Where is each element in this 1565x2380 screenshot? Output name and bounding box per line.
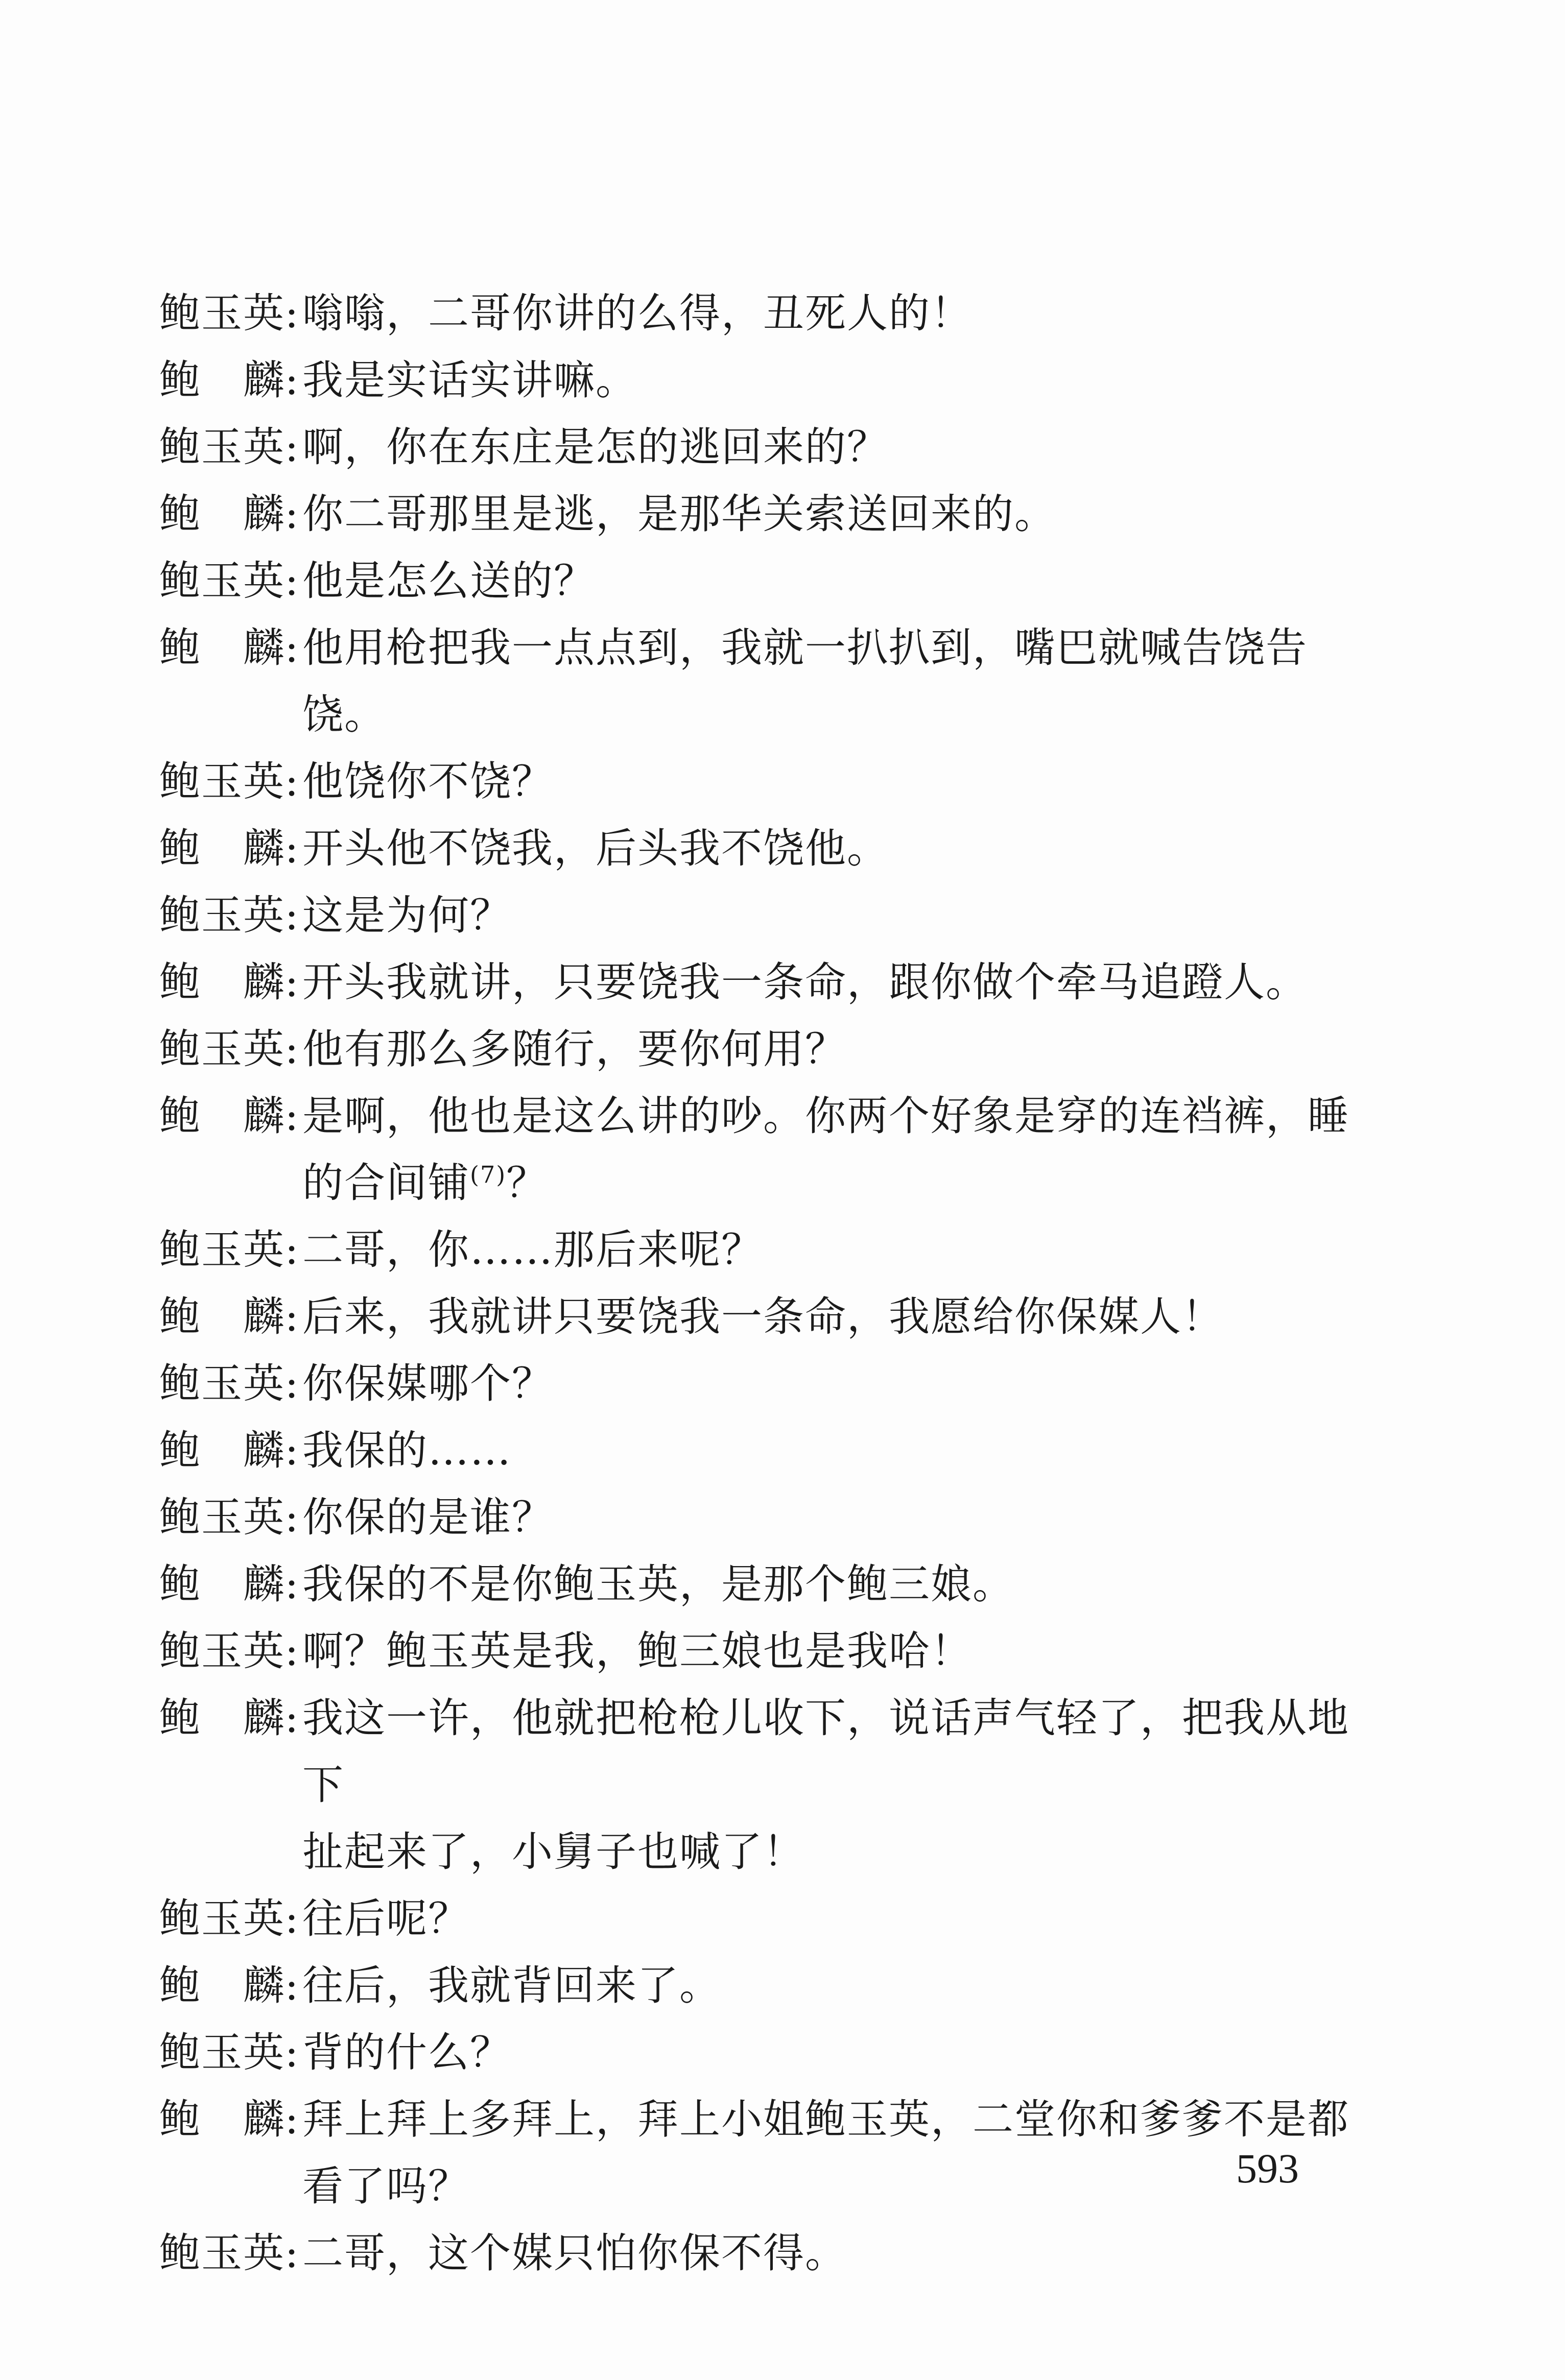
- speaker-colon: :: [284, 423, 300, 471]
- speech-fragment: 我是实话实讲嘛。: [302, 356, 637, 404]
- speaker-name: [159, 1685, 285, 1751]
- speech-text: [302, 1216, 1375, 1283]
- speaker-char: 鲍: [159, 958, 201, 1006]
- speaker-colon: :: [284, 1560, 300, 1608]
- speech-line: [302, 347, 1375, 414]
- dialogue-line: [159, 1083, 1375, 1216]
- speech-fragment: 你二哥那里是逃，是那华关索送回来的。: [302, 490, 1056, 538]
- speaker-char: 英: [243, 1627, 285, 1675]
- speech-line: [302, 1685, 1375, 1818]
- speaker-char: [201, 480, 243, 547]
- speech-fragment: 啊，你在东庄是怎的逃回来的？: [302, 423, 889, 471]
- speech-text: [302, 2086, 1375, 2220]
- dialogue-line: [159, 480, 1375, 547]
- speech-fragment: 他有那么多随行，要你何用？: [302, 1025, 847, 1073]
- speaker-char: 麟: [243, 1694, 285, 1742]
- speech-text: [302, 2220, 1375, 2287]
- speaker-colon: :: [284, 2096, 300, 2143]
- speaker-char: [201, 1685, 243, 1751]
- speech-fragment: 你保的是谁？: [302, 1494, 554, 1541]
- speech-text: [302, 1885, 1375, 1952]
- speech-fragment: 扯起来了，小舅子也喊了！: [302, 1828, 805, 1876]
- speaker-colon: :: [284, 1694, 300, 1742]
- speech-fragment: 是啊，他也是这么讲的吵。你两个好象是穿的连裆裤，睡: [302, 1092, 1349, 1140]
- speaker-name: [159, 949, 285, 1016]
- speaker-char: [201, 1551, 243, 1618]
- dialogue-line: [159, 882, 1375, 949]
- speech-line: [302, 748, 1375, 815]
- speech-text: [302, 1283, 1375, 1350]
- speaker-char: 英: [243, 1895, 285, 1942]
- dialogue-line: [159, 1885, 1375, 1952]
- speaker-char: 英: [243, 1226, 285, 1273]
- speaker-char: [201, 1417, 243, 1484]
- speech-line: [302, 1484, 1375, 1551]
- speaker-colon: :: [284, 557, 300, 605]
- speaker-colon: :: [284, 2029, 300, 2076]
- speech-text: [302, 1484, 1375, 1551]
- speaker-char: [201, 1083, 243, 1149]
- speaker-char: 鲍: [159, 1962, 201, 2009]
- speech-fragment: 二哥，这个媒只怕你保不得。: [302, 2229, 847, 2277]
- speaker-char: 鲍: [159, 490, 201, 538]
- speaker-colon: :: [284, 758, 300, 805]
- speech-line: [302, 949, 1375, 1016]
- speaker-char: 麟: [243, 1427, 285, 1474]
- speaker-char: 麟: [243, 1962, 285, 2009]
- speech-line: [302, 1885, 1375, 1952]
- speech-fragment: 看了吗？: [302, 2162, 470, 2210]
- speaker-char: 鲍: [159, 1293, 201, 1340]
- speech-line: [302, 1283, 1375, 1350]
- speaker-char: [201, 614, 243, 681]
- speaker-name: [159, 815, 285, 882]
- speaker-char: [201, 815, 243, 882]
- speaker-name: [159, 1216, 285, 1283]
- speaker-char: 鲍: [159, 1427, 201, 1474]
- dialogue-line: [159, 2019, 1375, 2086]
- speech-text: [302, 882, 1375, 949]
- speaker-colon: :: [284, 2229, 300, 2277]
- speech-text: [302, 815, 1375, 882]
- speaker-char: 鲍: [159, 423, 201, 471]
- speaker-name: [159, 1551, 285, 1618]
- speech-text: [302, 414, 1375, 480]
- dialogue-line: [159, 614, 1375, 748]
- dialogue-line: [159, 1618, 1375, 1685]
- speech-line: [302, 1216, 1375, 1283]
- speaker-colon: :: [284, 290, 300, 337]
- speech-text: [302, 949, 1375, 1016]
- speech-fragment: 开头我就讲，只要饶我一条命，跟你做个牵马追蹬人。: [302, 958, 1308, 1006]
- speaker-name: [159, 1283, 285, 1350]
- speech-text: [302, 1016, 1375, 1083]
- speaker-name: [159, 1484, 285, 1551]
- speech-text: [302, 280, 1375, 347]
- speaker-char: 鲍: [159, 557, 201, 605]
- speech-line: [302, 414, 1375, 480]
- dialogue-line: [159, 815, 1375, 882]
- dialogue-line: [159, 1216, 1375, 1283]
- speech-fragment: 二哥，你……那后来呢？: [302, 1226, 763, 1273]
- speaker-char: 麟: [243, 2096, 285, 2143]
- speech-fragment: 我保的不是你鲍玉英，是那个鲍三娘。: [302, 1560, 1014, 1608]
- speaker-char: 玉: [201, 1627, 243, 1675]
- speaker-name: [159, 547, 285, 614]
- speech-line: [302, 1083, 1375, 1149]
- speech-line: [302, 2153, 1375, 2220]
- dialogue-line: [159, 1952, 1375, 2019]
- speaker-char: 麟: [243, 356, 285, 404]
- speech-text: [302, 748, 1375, 815]
- speaker-char: 麟: [243, 825, 285, 872]
- speech-text: [302, 1350, 1375, 1417]
- speaker-colon: :: [284, 892, 300, 939]
- speech-fragment: 背的什么？: [302, 2029, 512, 2076]
- speaker-colon: :: [284, 1494, 300, 1541]
- page-number: 593: [1236, 2145, 1299, 2192]
- speaker-char: 鲍: [159, 892, 201, 939]
- dialogue-line: [159, 1350, 1375, 1417]
- speaker-char: 鲍: [159, 1494, 201, 1541]
- speech-line: [302, 547, 1375, 614]
- dialogue-line: [159, 547, 1375, 614]
- speaker-char: 玉: [201, 1226, 243, 1273]
- speaker-char: [201, 347, 243, 414]
- speech-tail: ？: [506, 1159, 549, 1207]
- dialogue-line: [159, 2220, 1375, 2287]
- speaker-char: 英: [243, 557, 285, 605]
- speech-fragment: 他用枪把我一点点到，我就一扒扒到，嘴巴就喊告饶告饶。: [302, 624, 1308, 738]
- speaker-char: 英: [243, 892, 285, 939]
- speaker-colon: :: [284, 1226, 300, 1273]
- speaker-char: 玉: [201, 758, 243, 805]
- speech-line: [302, 1551, 1375, 1618]
- speech-line: [302, 1618, 1375, 1685]
- speaker-char: 玉: [201, 423, 243, 471]
- speaker-name: [159, 1417, 285, 1484]
- speaker-char: [201, 1283, 243, 1350]
- speech-fragment: 后来，我就讲只要饶我一条命，我愿给你保媒人！: [302, 1293, 1224, 1340]
- speech-fragment: 你保媒哪个？: [302, 1360, 554, 1407]
- speech-fragment: 往后，我就背回来了。: [302, 1962, 721, 2009]
- dialogue-line: [159, 1283, 1375, 1350]
- dialogue-line: [159, 1484, 1375, 1551]
- speaker-char: 玉: [201, 1895, 243, 1942]
- speaker-char: 麟: [243, 1293, 285, 1340]
- speaker-char: [201, 2086, 243, 2153]
- speaker-char: 玉: [201, 2029, 243, 2076]
- speaker-char: 玉: [201, 2229, 243, 2277]
- speech-text: [302, 614, 1375, 748]
- speaker-name: [159, 2019, 285, 2086]
- speech-text: [302, 480, 1375, 547]
- dialogue-block: [159, 280, 1375, 2287]
- speaker-colon: :: [284, 958, 300, 1006]
- speaker-name: [159, 2220, 285, 2287]
- speaker-char: 鲍: [159, 1025, 201, 1073]
- dialogue-line: [159, 1551, 1375, 1618]
- speaker-char: 鲍: [159, 1694, 201, 1742]
- speaker-char: 英: [243, 2229, 285, 2277]
- speech-fragment: 他饶你不饶？: [302, 758, 554, 805]
- speaker-char: 鲍: [159, 2029, 201, 2076]
- speaker-colon: :: [284, 1627, 300, 1675]
- speaker-char: 英: [243, 758, 285, 805]
- speaker-char: 麟: [243, 1092, 285, 1140]
- speaker-name: [159, 347, 285, 414]
- speech-fragment: 开头他不饶我，后头我不饶他。: [302, 825, 889, 872]
- speech-text: [302, 1417, 1375, 1484]
- speaker-char: 鲍: [159, 624, 201, 671]
- speaker-colon: :: [284, 1025, 300, 1073]
- speech-text: [302, 1618, 1375, 1685]
- speech-text: [302, 1083, 1375, 1216]
- speaker-colon: :: [284, 1895, 300, 1942]
- speaker-colon: :: [284, 490, 300, 538]
- speaker-char: 鲍: [159, 1226, 201, 1273]
- speaker-colon: :: [284, 356, 300, 404]
- speaker-char: [201, 1952, 243, 2019]
- dialogue-line: [159, 748, 1375, 815]
- speaker-colon: :: [284, 1427, 300, 1474]
- speech-line: [302, 2019, 1375, 2086]
- speaker-char: 鲍: [159, 356, 201, 404]
- speaker-char: 麟: [243, 624, 285, 671]
- speaker-name: [159, 1083, 285, 1149]
- speech-line: [302, 2220, 1375, 2287]
- speaker-char: 英: [243, 1360, 285, 1407]
- speech-line: [302, 1149, 1375, 1216]
- speaker-char: 鲍: [159, 2229, 201, 2277]
- speaker-name: [159, 280, 285, 347]
- speaker-name: [159, 614, 285, 681]
- dialogue-line: [159, 949, 1375, 1016]
- speech-line: [302, 1016, 1375, 1083]
- speaker-char: 英: [243, 290, 285, 337]
- speaker-char: 玉: [201, 290, 243, 337]
- speaker-colon: :: [284, 825, 300, 872]
- speaker-char: 玉: [201, 1494, 243, 1541]
- speech-fragment: 他是怎么送的？: [302, 557, 596, 605]
- speaker-char: 鲍: [159, 290, 201, 337]
- speaker-char: 玉: [201, 892, 243, 939]
- speaker-char: 鲍: [159, 1560, 201, 1608]
- speech-text: [302, 1685, 1375, 1885]
- speaker-name: [159, 1885, 285, 1952]
- speaker-colon: :: [284, 1092, 300, 1140]
- speech-line: [302, 815, 1375, 882]
- speaker-char: 玉: [201, 1360, 243, 1407]
- speaker-name: [159, 1952, 285, 2019]
- speaker-name: [159, 480, 285, 547]
- speaker-char: 英: [243, 1025, 285, 1073]
- speech-text: [302, 1952, 1375, 2019]
- speaker-colon: :: [284, 1962, 300, 2009]
- speaker-char: 鲍: [159, 1627, 201, 1675]
- speech-line: [302, 1952, 1375, 2019]
- dialogue-line: [159, 1685, 1375, 1885]
- speaker-char: 鲍: [159, 1895, 201, 1942]
- speech-text: [302, 547, 1375, 614]
- speech-fragment: 拜上拜上多拜上，拜上小姐鲍玉英，二堂你和爹爹不是都: [302, 2096, 1349, 2143]
- speaker-name: [159, 1618, 285, 1685]
- speaker-char: 麟: [243, 490, 285, 538]
- speech-line: [302, 614, 1375, 748]
- dialogue-line: [159, 1016, 1375, 1083]
- dialogue-line: [159, 347, 1375, 414]
- speaker-char: 鲍: [159, 1360, 201, 1407]
- speech-line: [302, 1350, 1375, 1417]
- footnote-marker: (7): [470, 1161, 507, 1189]
- dialogue-line: [159, 2086, 1375, 2220]
- speech-line: [302, 280, 1375, 347]
- speech-text: [302, 347, 1375, 414]
- speaker-char: 英: [243, 1494, 285, 1541]
- speaker-char: 麟: [243, 1560, 285, 1608]
- speaker-colon: :: [284, 624, 300, 671]
- speech-fragment: 啊？鲍玉英是我，鲍三娘也是我哈！: [302, 1627, 973, 1675]
- speaker-char: 英: [243, 423, 285, 471]
- speaker-name: [159, 748, 285, 815]
- speaker-char: 麟: [243, 958, 285, 1006]
- speaker-char: 鲍: [159, 2096, 201, 2143]
- speaker-char: [201, 949, 243, 1016]
- speaker-colon: :: [284, 1293, 300, 1340]
- speaker-char: 玉: [201, 557, 243, 605]
- speech-line: [302, 882, 1375, 949]
- speech-text: [302, 1551, 1375, 1618]
- speech-line: [302, 1417, 1375, 1484]
- speech-line: [302, 480, 1375, 547]
- speaker-char: 玉: [201, 1025, 243, 1073]
- speaker-char: 鲍: [159, 825, 201, 872]
- speaker-colon: :: [284, 1360, 300, 1407]
- speech-line: [302, 1818, 1375, 1885]
- speaker-name: [159, 1016, 285, 1083]
- speech-text: [302, 2019, 1375, 2086]
- speech-fragment: 我保的……: [302, 1427, 512, 1474]
- speech-line: [302, 2086, 1375, 2153]
- speech-fragment: 的合间铺: [302, 1159, 470, 1207]
- speech-fragment: 往后呢？: [302, 1895, 470, 1942]
- speaker-name: [159, 882, 285, 949]
- speaker-name: [159, 414, 285, 480]
- speaker-char: 鲍: [159, 1092, 201, 1140]
- dialogue-line: [159, 280, 1375, 347]
- dialogue-line: [159, 414, 1375, 480]
- speaker-char: 英: [243, 2029, 285, 2076]
- speaker-name: [159, 1350, 285, 1417]
- speaker-name: [159, 2086, 285, 2153]
- speech-fragment: 这是为何？: [302, 892, 512, 939]
- speech-fragment: 嗡嗡，二哥你讲的么得，丑死人的！: [302, 290, 973, 337]
- speech-fragment: 我这一许，他就把枪枪儿收下，说话声气轻了，把我从地下: [302, 1694, 1349, 1809]
- speaker-char: 鲍: [159, 758, 201, 805]
- dialogue-line: [159, 1417, 1375, 1484]
